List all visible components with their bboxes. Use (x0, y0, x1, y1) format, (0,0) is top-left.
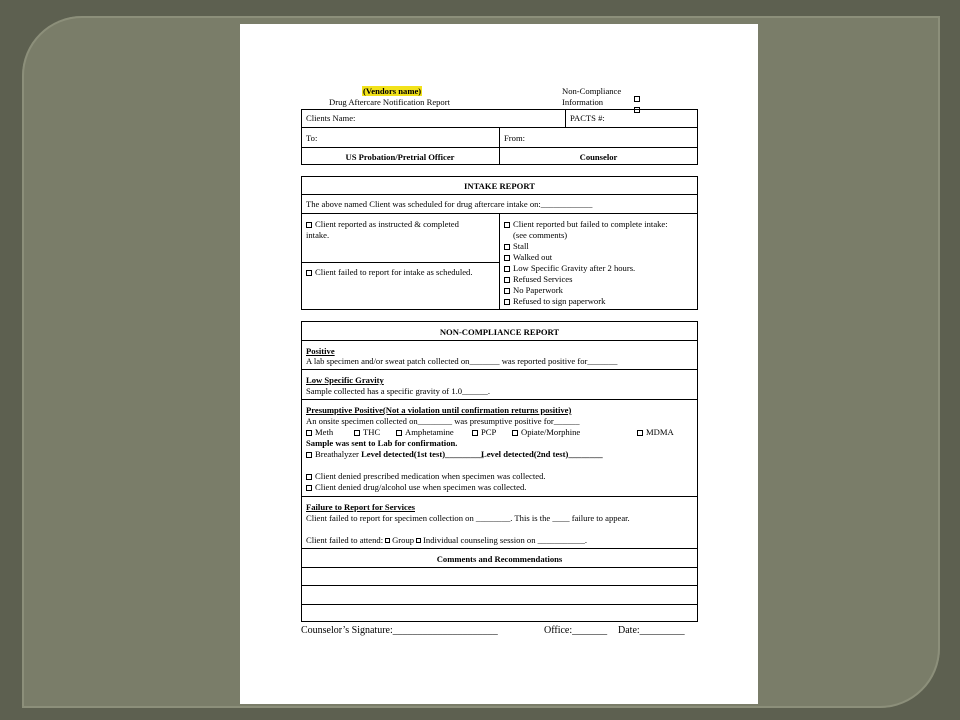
counselor-signature: Counselor’s Signature:_____________________ (301, 625, 498, 636)
denied-medication-option[interactable]: Client denied prescribed medication when specimen was collected. (306, 471, 546, 482)
individual-checkbox[interactable] (416, 538, 421, 543)
checkbox-icon[interactable] (504, 222, 510, 228)
report-title: Drug Aftercare Notification Report (329, 97, 450, 107)
failure-text: Client failed to report for specimen collection on ________. This is the ____ failure to appear. (306, 513, 630, 523)
checkbox-icon[interactable] (306, 270, 312, 276)
drug-meth[interactable]: Meth (306, 427, 333, 438)
reason-refused-sign[interactable]: Refused to sign paperwork (504, 296, 605, 307)
presumptive-heading: Presumptive Positive(Not a violation until confirmation returns positive) (306, 405, 572, 415)
reason-low-sg[interactable]: Low Specific Gravity after 2 hours. (504, 263, 635, 274)
comments-title: Comments and Recommendations (436, 554, 563, 564)
drug-amphetamine[interactable]: Amphetamine (396, 427, 454, 438)
breathalyzer-option[interactable]: Breathalyzer Level detected(1st test)_________ (306, 449, 484, 460)
lab-sent: Sample was sent to Lab for confirmation. (306, 438, 458, 448)
information-option[interactable]: Information (562, 97, 604, 107)
drug-pcp[interactable]: PCP (472, 427, 496, 438)
failed-complete-option[interactable]: Client reported but failed to complete intake: (504, 219, 668, 230)
see-comments: (see comments) (513, 230, 568, 240)
level2: Level detected(2nd test)________ (481, 449, 603, 459)
failed-report-option[interactable]: Client failed to report for intake as scheduled. (306, 267, 473, 278)
reason-no-paperwork[interactable]: No Paperwork (504, 285, 563, 296)
drug-thc[interactable]: THC (354, 427, 380, 438)
intake-scheduled: The above named Client was scheduled for drug aftercare intake on:____________ (306, 199, 593, 209)
attend-line: Client failed to attend: Group Individual counseling session on ___________. (306, 535, 588, 545)
comments-line-2[interactable] (302, 586, 697, 603)
checkbox-icon[interactable] (306, 222, 312, 228)
drug-opiate[interactable]: Opiate/Morphine (512, 427, 580, 438)
positive-text: A lab specimen and/or sweat patch collected on_______ was reported positive for_______ (306, 356, 618, 366)
reason-stall[interactable]: Stall (504, 241, 529, 252)
from-label: From: (504, 133, 526, 143)
drug-mdma[interactable]: MDMA (637, 427, 674, 438)
lsg-text: Sample collected has a specific gravity of 1.0______. (306, 386, 490, 396)
positive-heading: Positive (306, 346, 335, 356)
from-role: Counselor (579, 152, 618, 162)
comments-line-1[interactable] (302, 568, 697, 584)
reason-refused-services[interactable]: Refused Services (504, 274, 572, 285)
group-checkbox[interactable] (385, 538, 390, 543)
reported-completed-cont: intake. (306, 230, 330, 240)
non-compliance-option[interactable]: Non-Compliance (562, 86, 622, 96)
noncompliance-title: NON-COMPLIANCE REPORT (439, 327, 560, 337)
pacts-label: PACTS #: (570, 113, 605, 123)
failure-heading: Failure to Report for Services (306, 502, 415, 512)
vendor-name: (Vendors name) (363, 86, 422, 96)
reason-walked-out[interactable]: Walked out (504, 252, 552, 263)
date-field: Date:_________ (618, 625, 685, 636)
intake-title: INTAKE REPORT (464, 181, 535, 191)
lsg-heading: Low Specific Gravity (306, 375, 384, 385)
clients-name-label: Clients Name: (306, 113, 356, 123)
to-label: To: (306, 133, 318, 143)
comments-line-3[interactable] (302, 605, 697, 621)
denied-use-option[interactable]: Client denied drug/alcohol use when specimen was collected. (306, 482, 526, 493)
to-role: US Probation/Pretrial Officer (345, 152, 455, 162)
office-field: Office:_______ (544, 625, 608, 636)
reported-completed-option[interactable]: Client reported as instructed & completed (306, 219, 459, 230)
document-page (240, 24, 758, 704)
presumptive-text: An onsite specimen collected on________ was presumptive positive for______ (306, 416, 580, 426)
